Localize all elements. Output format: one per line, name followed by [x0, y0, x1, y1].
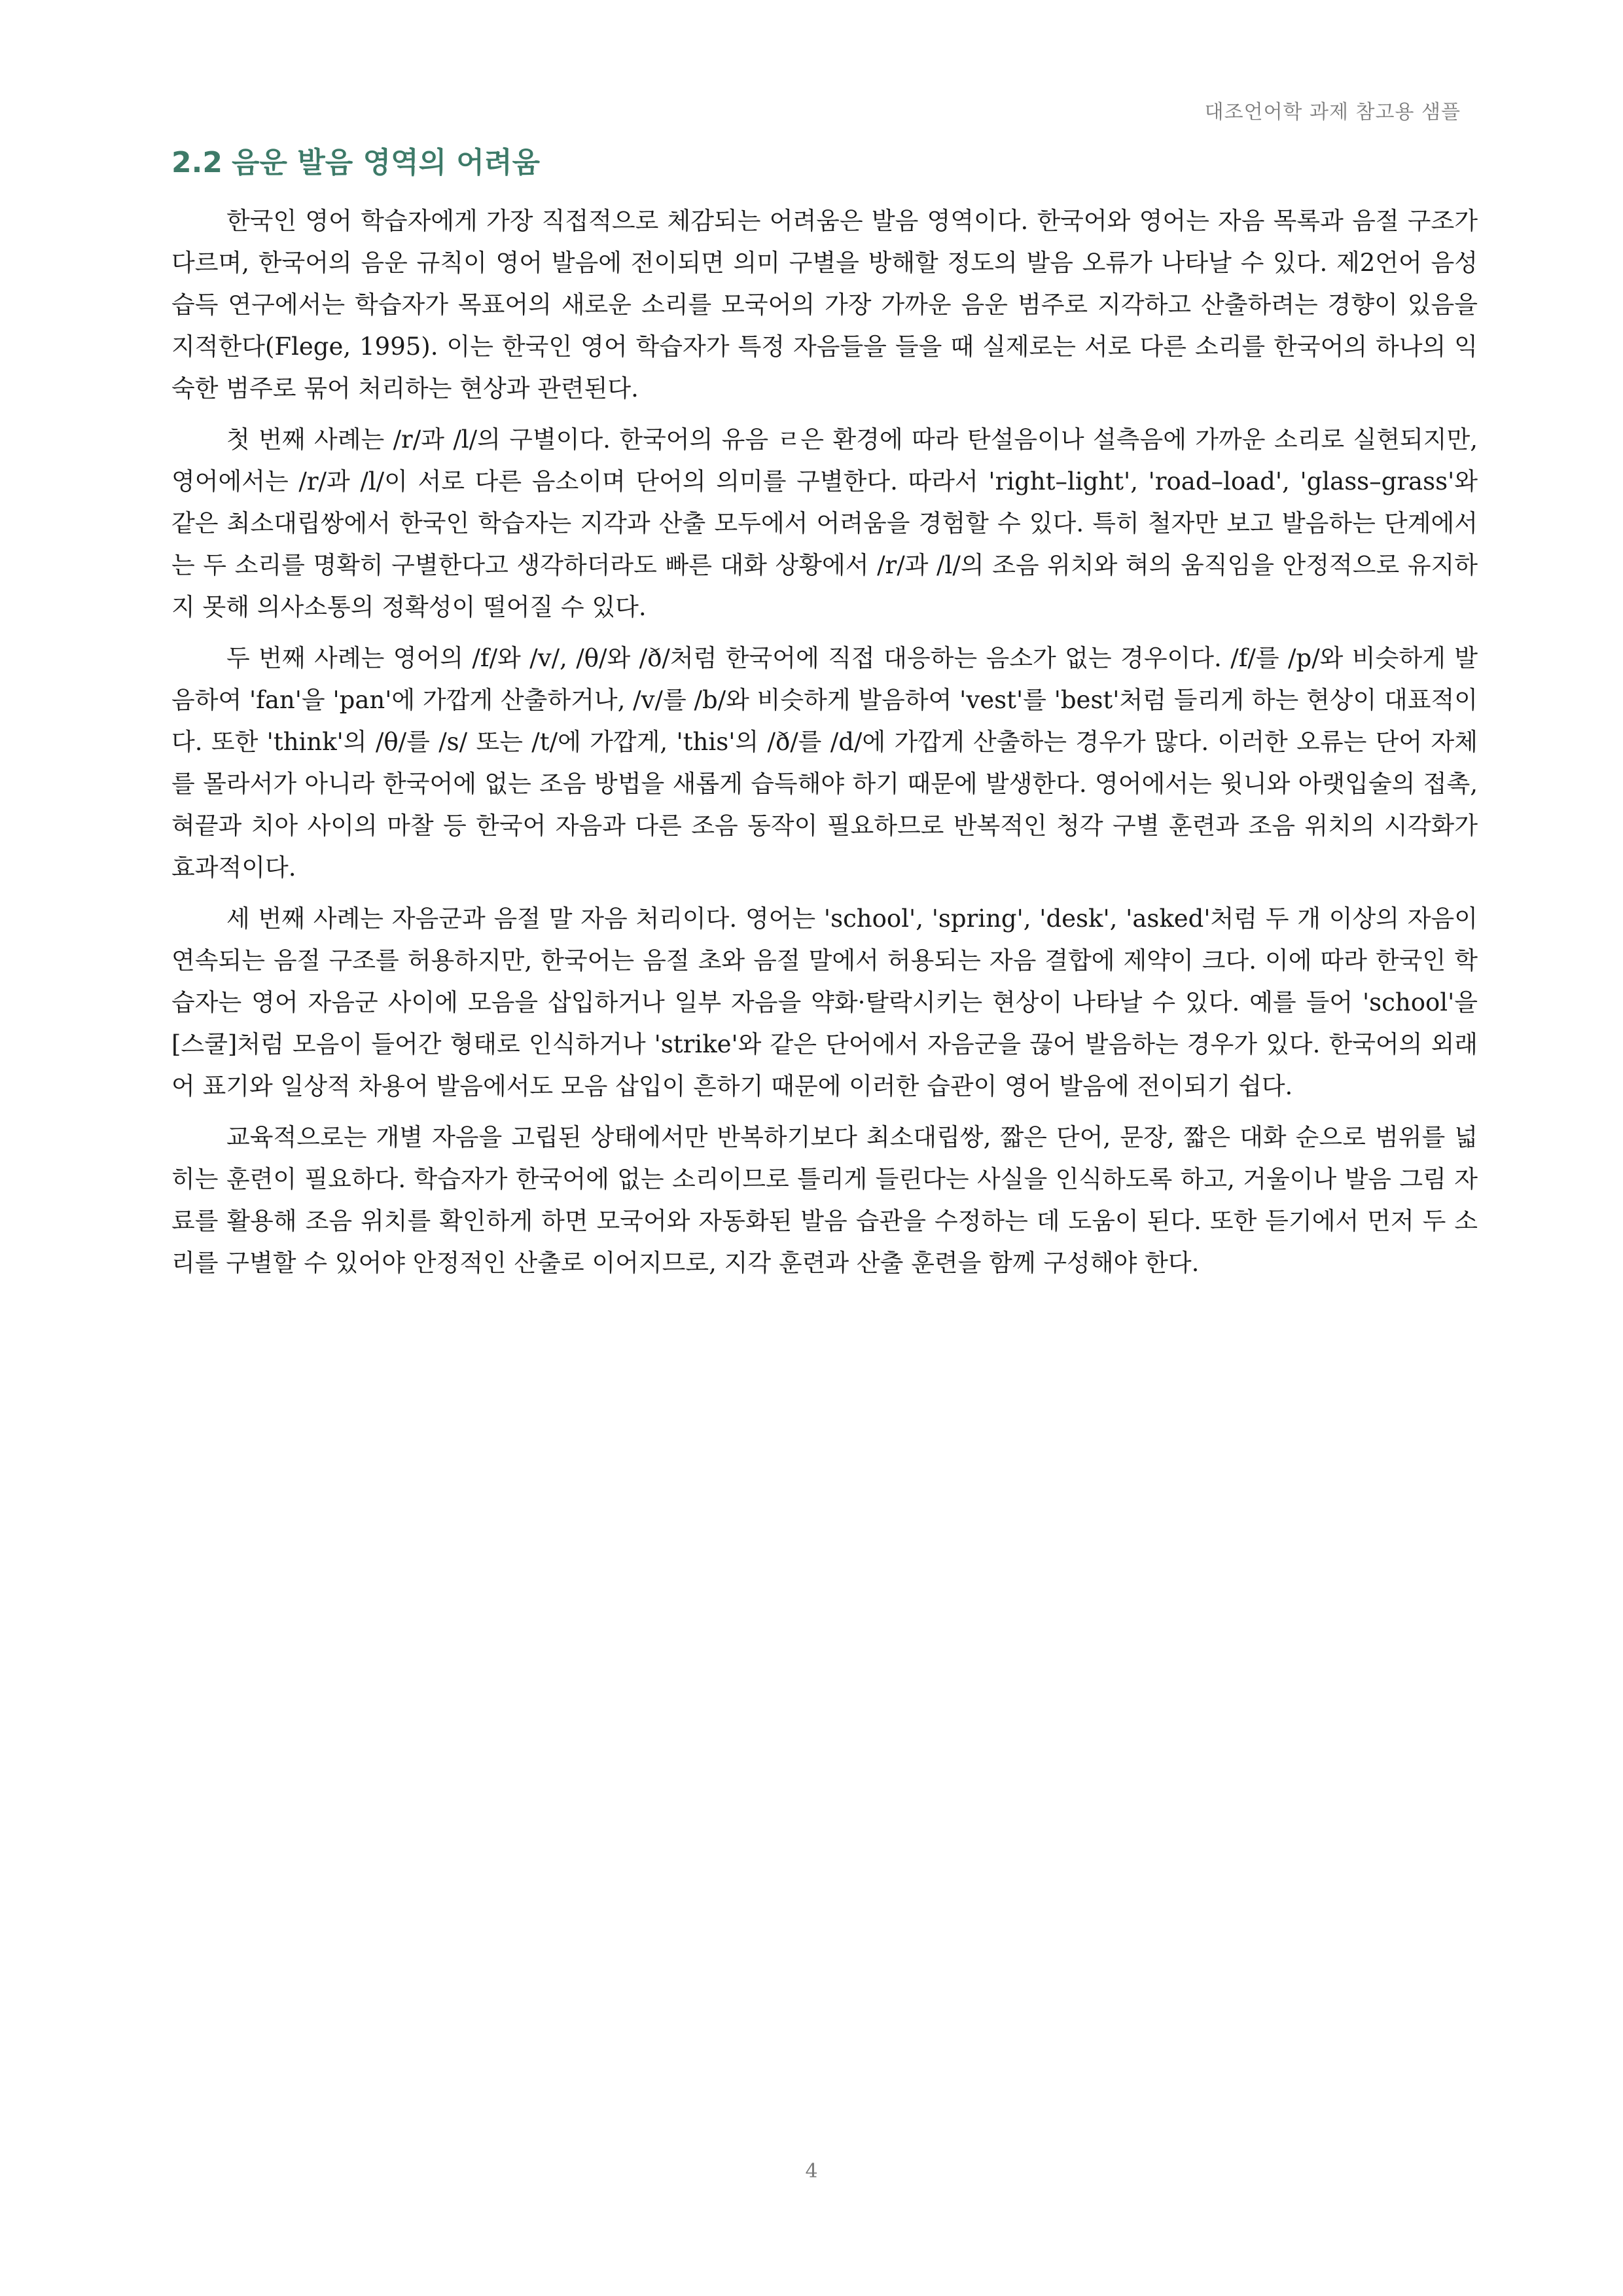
paragraph: 교육적으로는 개별 자음을 고립된 상태에서만 반복하기보다 최소대립쌍, 짧은 단어, 문장, 짧은 대화 순으로 범위를 넓히는 훈련이 필요하다. 학습자가 한국어에 없는 소리이므로 틀리게 들린다는 사실을 인식하도록 하고, 거울이나 발음 그림 자료를 활용해 조음 위치를 확인하게 하면 모국어와 자동화된 발음 습관을 수정하는 데 도움이 된다. 또한 듣기에서 먼저 두 소리를 구별할 수 있어야 안정적인 산출로 이어지므로, 지각 훈련과 산출 훈련을 함께 구성해야 한다. — [171, 1123, 1478, 1277]
paragraph: 두 번째 사례는 영어의 /f/와 /v/, /θ/와 /ð/처럼 한국어에 직접 대응하는 음소가 없는 경우이다. /f/를 /p/와 비슷하게 발음하여 'fan'을 'pan'에 가깝게 산출하거나, /v/를 /b/와 비슷하게 발음하여 'vest'를 'best'처럼 들리게 하는 현상이 대표적이다. 또한 'think'의 /θ/를 /s/ 또는 /t/에 가깝게, 'this'의 /ð/를 /d/에 가깝게 산출하는 경우가 많다. 이러한 오류는 단어 자체를 몰라서가 아니라 한국어에 없는 조음 방법을 새롭게 습득해야 하기 때문에 발생한다. 영어에서는 윗니와 아랫입술의 접촉, 혀끝과 치아 사이의 마찰 등 한국어 자음과 다른 조음 동작이 필요하므로 반복적인 청각 구별 훈련과 조음 위치의 시각화가 효과적이다. — [171, 644, 1478, 882]
document-body — [171, 139, 1478, 1293]
paragraph: 한국인 영어 학습자에게 가장 직접적으로 체감되는 어려움은 발음 영역이다. 한국어와 영어는 자음 목록과 음절 구조가 다르며, 한국어의 음운 규칙이 영어 발음에 전이되면 의미 구별을 방해할 정도의 발음 오류가 나타날 수 있다. 제2언어 음성 습득 연구에서는 학습자가 목표어의 새로운 소리를 모국어의 가장 가까운 음운 범주로 지각하고 산출하려는 경향이 있음을 지적한다(Flege, 1995). 이는 한국인 영어 학습자가 특정 자음들을 들을 때 실제로는 서로 다른 소리를 한국어의 하나의 익숙한 범주로 묶어 처리하는 현상과 관련된다. — [171, 207, 1478, 403]
running-header: 대조언어학 과제 참고용 샘플 — [1204, 101, 1461, 124]
page-number: 4 — [805, 2160, 818, 2183]
paragraph: 첫 번째 사례는 /r/과 /l/의 구별이다. 한국어의 유음 ㄹ은 환경에 따라 탄설음이나 설측음에 가까운 소리로 실현되지만, 영어에서는 /r/과 /l/이 서로 다른 음소이며 단어의 의미를 구별한다. 따라서 'right–light', 'road–load', 'glass–grass'와 같은 최소대립쌍에서 한국인 학습자는 지각과 산출 모두에서 어려움을 경험할 수 있다. 특히 철자만 보고 발음하는 단계에서는 두 소리를 명확히 구별한다고 생각하더라도 빠른 대화 상황에서 /r/과 /l/의 조음 위치와 혀의 움직임을 안정적으로 유지하지 못해 의사소통의 정확성이 떨어질 수 있다. — [171, 425, 1478, 621]
paragraph: 세 번째 사례는 자음군과 음절 말 자음 처리이다. 영어는 'school', 'spring', 'desk', 'asked'처럼 두 개 이상의 자음이 연속되는 음절 구조를 허용하지만, 한국어는 음절 초와 음절 말에서 허용되는 자음 결합에 제약이 크다. 이에 따라 한국인 학습자는 영어 자음군 사이에 모음을 삽입하거나 일부 자음을 약화·탈락시키는 현상이 나타날 수 있다. 예를 들어 'school'을 [스쿨]처럼 모음이 들어간 형태로 인식하거나 'strike'와 같은 단어에서 자음군을 끊어 발음하는 경우가 있다. 한국어의 외래어 표기와 일상적 차용어 발음에서도 모음 삽입이 흔하기 때문에 이러한 습관이 영어 발음에 전이되기 쉽다. — [171, 905, 1478, 1100]
section-title: 음운 발음 영역의 어려움 — [231, 146, 540, 179]
section-number: 2.2 — [171, 146, 223, 179]
section-heading — [171, 139, 1478, 181]
